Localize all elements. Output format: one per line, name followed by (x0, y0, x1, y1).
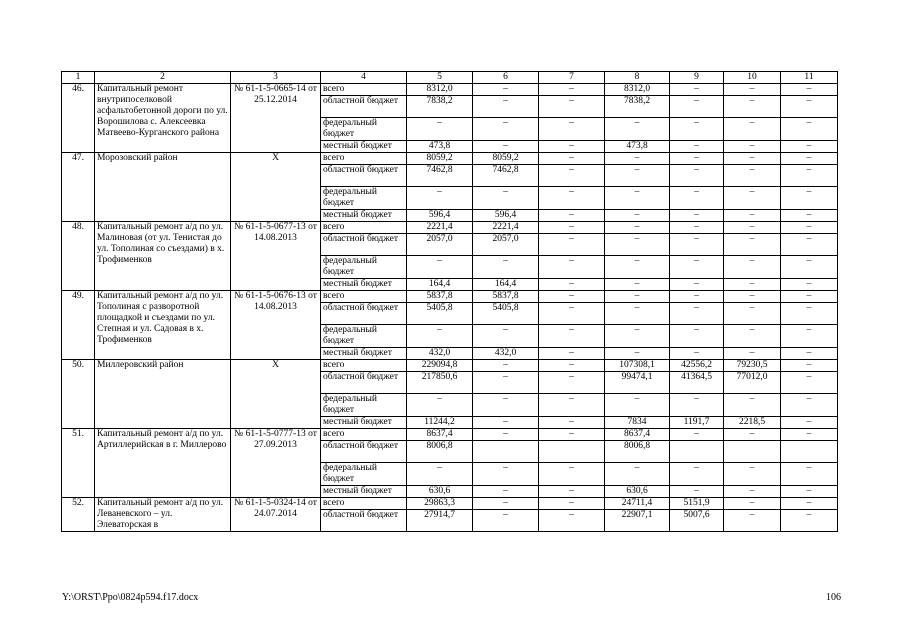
document-number: № 61-1-5-0324-14 от 24.07.2014 (231, 498, 321, 532)
document-number: № 61-1-5-0665-14 от 25.12.2014 (231, 84, 321, 153)
amount-cell: – (539, 372, 605, 394)
amount-cell: – (473, 463, 539, 486)
amount-cell: – (781, 303, 838, 325)
amount-cell: – (670, 429, 724, 441)
amount-cell (781, 441, 838, 463)
funding-source: федеральный бюджет (321, 394, 407, 417)
funding-source: областной бюджет (321, 96, 407, 118)
row-number: 46. (62, 84, 95, 153)
amount-cell: – (670, 303, 724, 325)
table-row (62, 498, 838, 510)
amount-cell: – (539, 96, 605, 118)
amount-cell: – (473, 325, 539, 348)
amount-cell: – (407, 118, 473, 141)
document-number: № 61-1-5-0676-13 от 14.08.2013 (231, 291, 321, 360)
table-row (62, 84, 838, 96)
amount-cell: 8006,8 (605, 441, 670, 463)
amount-cell: 8006,8 (407, 441, 473, 463)
amount-cell: 473,8 (605, 141, 670, 153)
amount-cell: – (670, 153, 724, 165)
amount-cell: – (539, 234, 605, 256)
amount-cell: – (473, 118, 539, 141)
amount-cell: 8637,4 (407, 429, 473, 441)
amount-cell: – (781, 118, 838, 141)
amount-cell: – (724, 279, 781, 291)
funding-source: областной бюджет (321, 441, 407, 463)
amount-cell: 5405,8 (407, 303, 473, 325)
amount-cell: – (539, 210, 605, 222)
amount-cell: – (605, 165, 670, 187)
amount-cell: – (724, 141, 781, 153)
amount-cell: – (724, 325, 781, 348)
amount-cell: – (781, 279, 838, 291)
amount-cell: – (670, 84, 724, 96)
funding-source: местный бюджет (321, 210, 407, 222)
amount-cell: – (670, 325, 724, 348)
amount-cell: – (724, 210, 781, 222)
header-cell: 1 (62, 72, 95, 84)
file-path: Y:\ORST\Ppo\0824p594.f17.docx (62, 592, 199, 603)
amount-cell: – (605, 118, 670, 141)
amount-cell: – (670, 96, 724, 118)
amount-cell: – (781, 348, 838, 360)
amount-cell: – (781, 256, 838, 279)
amount-cell: 432,0 (473, 348, 539, 360)
amount-cell: – (539, 187, 605, 210)
amount-cell: 7462,8 (407, 165, 473, 187)
funding-source: федеральный бюджет (321, 256, 407, 279)
amount-cell (670, 441, 724, 463)
funding-source: областной бюджет (321, 165, 407, 187)
amount-cell: – (670, 486, 724, 498)
amount-cell: – (473, 486, 539, 498)
row-number: 51. (62, 429, 95, 498)
header-cell: 9 (670, 72, 724, 84)
amount-cell: 7462,8 (473, 165, 539, 187)
amount-cell: – (781, 394, 838, 417)
amount-cell: – (781, 417, 838, 429)
amount-cell: – (781, 291, 838, 303)
document-number: Х (231, 153, 321, 222)
amount-cell: 5837,8 (473, 291, 539, 303)
amount-cell: 164,4 (407, 279, 473, 291)
amount-cell: – (539, 498, 605, 510)
funding-source: всего (321, 222, 407, 234)
funding-source: всего (321, 429, 407, 441)
amount-cell: – (407, 187, 473, 210)
amount-cell: – (473, 510, 539, 532)
amount-cell: – (724, 118, 781, 141)
amount-cell: 29863,3 (407, 498, 473, 510)
amount-cell: – (473, 429, 539, 441)
funding-source: местный бюджет (321, 141, 407, 153)
amount-cell: – (407, 463, 473, 486)
amount-cell: 5007,6 (670, 510, 724, 532)
amount-cell: – (724, 394, 781, 417)
amount-cell: – (407, 256, 473, 279)
amount-cell: 8059,2 (407, 153, 473, 165)
amount-cell: – (539, 279, 605, 291)
funding-source: всего (321, 84, 407, 96)
amount-cell: 5151,9 (670, 498, 724, 510)
amount-cell: – (724, 96, 781, 118)
amount-cell: 5837,8 (407, 291, 473, 303)
funding-source: всего (321, 498, 407, 510)
amount-cell: – (724, 84, 781, 96)
amount-cell: – (724, 222, 781, 234)
amount-cell: – (724, 234, 781, 256)
table-row (62, 429, 838, 441)
amount-cell: – (473, 417, 539, 429)
amount-cell: – (781, 463, 838, 486)
amount-cell: – (670, 210, 724, 222)
amount-cell: – (539, 291, 605, 303)
amount-cell: 2218,5 (724, 417, 781, 429)
amount-cell: – (724, 165, 781, 187)
amount-cell: 2221,4 (407, 222, 473, 234)
amount-cell: 5405,8 (473, 303, 539, 325)
amount-cell: – (724, 303, 781, 325)
funding-source: местный бюджет (321, 348, 407, 360)
header-cell: 5 (407, 72, 473, 84)
amount-cell: 2057,0 (407, 234, 473, 256)
amount-cell: – (605, 279, 670, 291)
amount-cell: 596,4 (473, 210, 539, 222)
amount-cell: – (539, 417, 605, 429)
document-number: Х (231, 360, 321, 429)
amount-cell: – (605, 222, 670, 234)
amount-cell: – (539, 303, 605, 325)
amount-cell: – (781, 165, 838, 187)
amount-cell: – (724, 348, 781, 360)
funding-source: федеральный бюджет (321, 463, 407, 486)
amount-cell: – (605, 234, 670, 256)
table-row (62, 360, 838, 372)
amount-cell: – (670, 463, 724, 486)
amount-cell: – (539, 429, 605, 441)
header-cell: 2 (95, 72, 231, 84)
amount-cell: – (605, 210, 670, 222)
amount-cell: – (781, 96, 838, 118)
amount-cell: – (781, 429, 838, 441)
page-number: 106 (826, 592, 841, 603)
amount-cell: – (539, 222, 605, 234)
amount-cell: 41364,5 (670, 372, 724, 394)
amount-cell: – (781, 234, 838, 256)
amount-cell: – (724, 486, 781, 498)
amount-cell: – (781, 372, 838, 394)
amount-cell: 24711,4 (605, 498, 670, 510)
amount-cell: 42556,2 (670, 360, 724, 372)
amount-cell: – (724, 463, 781, 486)
amount-cell: 27914,7 (407, 510, 473, 532)
object-name: Капитальный ремонт внутрипоселковой асфальтобетонной дороги по ул. Ворошилова с. Алексеевка Матвеево-Курганского района (95, 84, 231, 153)
amount-cell: – (781, 153, 838, 165)
funding-source: местный бюджет (321, 279, 407, 291)
amount-cell: 22907,1 (605, 510, 670, 532)
amount-cell: – (473, 372, 539, 394)
amount-cell: – (670, 234, 724, 256)
amount-cell: 7838,2 (605, 96, 670, 118)
row-number: 52. (62, 498, 95, 532)
funding-source: областной бюджет (321, 234, 407, 256)
row-number: 48. (62, 222, 95, 291)
amount-cell: 7834 (605, 417, 670, 429)
funding-table (61, 71, 838, 532)
document-number: № 61-1-5-0777-13 от 27.09.2013 (231, 429, 321, 498)
funding-source: областной бюджет (321, 372, 407, 394)
amount-cell: – (670, 187, 724, 210)
amount-cell: – (539, 486, 605, 498)
amount-cell: – (539, 153, 605, 165)
amount-cell: – (539, 165, 605, 187)
amount-cell: 11244,2 (407, 417, 473, 429)
amount-cell: 473,8 (407, 141, 473, 153)
header-row (62, 72, 838, 84)
amount-cell: – (539, 118, 605, 141)
header-cell: 11 (781, 72, 838, 84)
amount-cell: – (605, 463, 670, 486)
amount-cell: 432,0 (407, 348, 473, 360)
amount-cell: – (670, 222, 724, 234)
amount-cell: – (605, 348, 670, 360)
row-number: 47. (62, 153, 95, 222)
amount-cell: – (781, 141, 838, 153)
object-name: Морозовский район (95, 153, 231, 222)
amount-cell: 630,6 (605, 486, 670, 498)
amount-cell: 229094,8 (407, 360, 473, 372)
amount-cell: – (539, 360, 605, 372)
table-row (62, 153, 838, 165)
object-name: Капитальный ремонт а/д по ул. Артиллерийская в г. Миллерово (95, 429, 231, 498)
amount-cell: – (605, 291, 670, 303)
amount-cell: 8312,0 (605, 84, 670, 96)
amount-cell: – (539, 348, 605, 360)
funding-source: всего (321, 291, 407, 303)
amount-cell: 2221,4 (473, 222, 539, 234)
amount-cell: – (724, 153, 781, 165)
amount-cell: – (539, 256, 605, 279)
amount-cell: – (473, 394, 539, 417)
amount-cell: 79230,5 (724, 360, 781, 372)
amount-cell: – (781, 187, 838, 210)
amount-cell: – (473, 96, 539, 118)
amount-cell: – (670, 348, 724, 360)
amount-cell: – (781, 510, 838, 532)
amount-cell: – (724, 256, 781, 279)
amount-cell: – (724, 187, 781, 210)
object-name: Капитальный ремонт а/д по ул. Леваневского – ул. Элеваторская в (95, 498, 231, 532)
amount-cell: – (605, 303, 670, 325)
amount-cell: 217850,6 (407, 372, 473, 394)
amount-cell: – (539, 463, 605, 486)
amount-cell: – (724, 429, 781, 441)
amount-cell: 8312,0 (407, 84, 473, 96)
amount-cell: – (539, 510, 605, 532)
amount-cell: – (781, 486, 838, 498)
funding-source: всего (321, 153, 407, 165)
amount-cell: 2057,0 (473, 234, 539, 256)
amount-cell: – (473, 256, 539, 279)
funding-source: всего (321, 360, 407, 372)
amount-cell: – (781, 222, 838, 234)
amount-cell: – (670, 118, 724, 141)
amount-cell: – (605, 153, 670, 165)
amount-cell: – (670, 279, 724, 291)
amount-cell: – (670, 141, 724, 153)
amount-cell: – (473, 141, 539, 153)
amount-cell: – (407, 394, 473, 417)
amount-cell: – (724, 291, 781, 303)
row-number: 49. (62, 291, 95, 360)
header-cell: 8 (605, 72, 670, 84)
amount-cell (724, 441, 781, 463)
funding-source: федеральный бюджет (321, 187, 407, 210)
document-number: № 61-1-5-0677-13 от 14.08.2013 (231, 222, 321, 291)
amount-cell: 630,6 (407, 486, 473, 498)
amount-cell: – (670, 256, 724, 279)
amount-cell: – (605, 394, 670, 417)
row-number: 50. (62, 360, 95, 429)
amount-cell: – (473, 360, 539, 372)
table-row (62, 291, 838, 303)
header-cell: 4 (321, 72, 407, 84)
amount-cell (539, 441, 605, 463)
amount-cell: – (781, 360, 838, 372)
amount-cell: 99474,1 (605, 372, 670, 394)
amount-cell: – (670, 394, 724, 417)
amount-cell: 8637,4 (605, 429, 670, 441)
amount-cell: 1191,7 (670, 417, 724, 429)
amount-cell: – (670, 291, 724, 303)
amount-cell: – (407, 325, 473, 348)
funding-source: федеральный бюджет (321, 118, 407, 141)
header-cell: 10 (724, 72, 781, 84)
amount-cell: – (539, 325, 605, 348)
amount-cell: 107308,1 (605, 360, 670, 372)
amount-cell: – (539, 394, 605, 417)
amount-cell: – (473, 187, 539, 210)
object-name: Капитальный ремонт а/д по ул. Малиновая (от ул. Тенистая до ул. Тополиная со съездами) в х. Трофименков (95, 222, 231, 291)
amount-cell: – (473, 84, 539, 96)
amount-cell: 8059,2 (473, 153, 539, 165)
amount-cell: 164,4 (473, 279, 539, 291)
amount-cell: 7838,2 (407, 96, 473, 118)
funding-source: федеральный бюджет (321, 325, 407, 348)
amount-cell: – (605, 256, 670, 279)
funding-source: областной бюджет (321, 303, 407, 325)
header-cell: 3 (231, 72, 321, 84)
amount-cell: – (781, 84, 838, 96)
amount-cell: – (539, 84, 605, 96)
amount-cell: – (605, 187, 670, 210)
amount-cell: – (781, 210, 838, 222)
funding-source: местный бюджет (321, 486, 407, 498)
funding-source: местный бюджет (321, 417, 407, 429)
table-row (62, 222, 838, 234)
amount-cell: 77012,0 (724, 372, 781, 394)
funding-source: областной бюджет (321, 510, 407, 532)
amount-cell: – (605, 325, 670, 348)
object-name: Капитальный ремонт а/д по ул. Тополиная с разворотной площадкой и съездами по ул. Степная и ул. Садовая в х. Трофименков (95, 291, 231, 360)
amount-cell: – (781, 498, 838, 510)
amount-cell: – (781, 325, 838, 348)
amount-cell: – (539, 141, 605, 153)
amount-cell: – (473, 498, 539, 510)
header-cell: 6 (473, 72, 539, 84)
amount-cell: – (670, 165, 724, 187)
amount-cell: 596,4 (407, 210, 473, 222)
amount-cell (473, 441, 539, 463)
amount-cell: – (724, 510, 781, 532)
amount-cell: – (724, 498, 781, 510)
header-cell: 7 (539, 72, 605, 84)
object-name: Миллеровский район (95, 360, 231, 429)
